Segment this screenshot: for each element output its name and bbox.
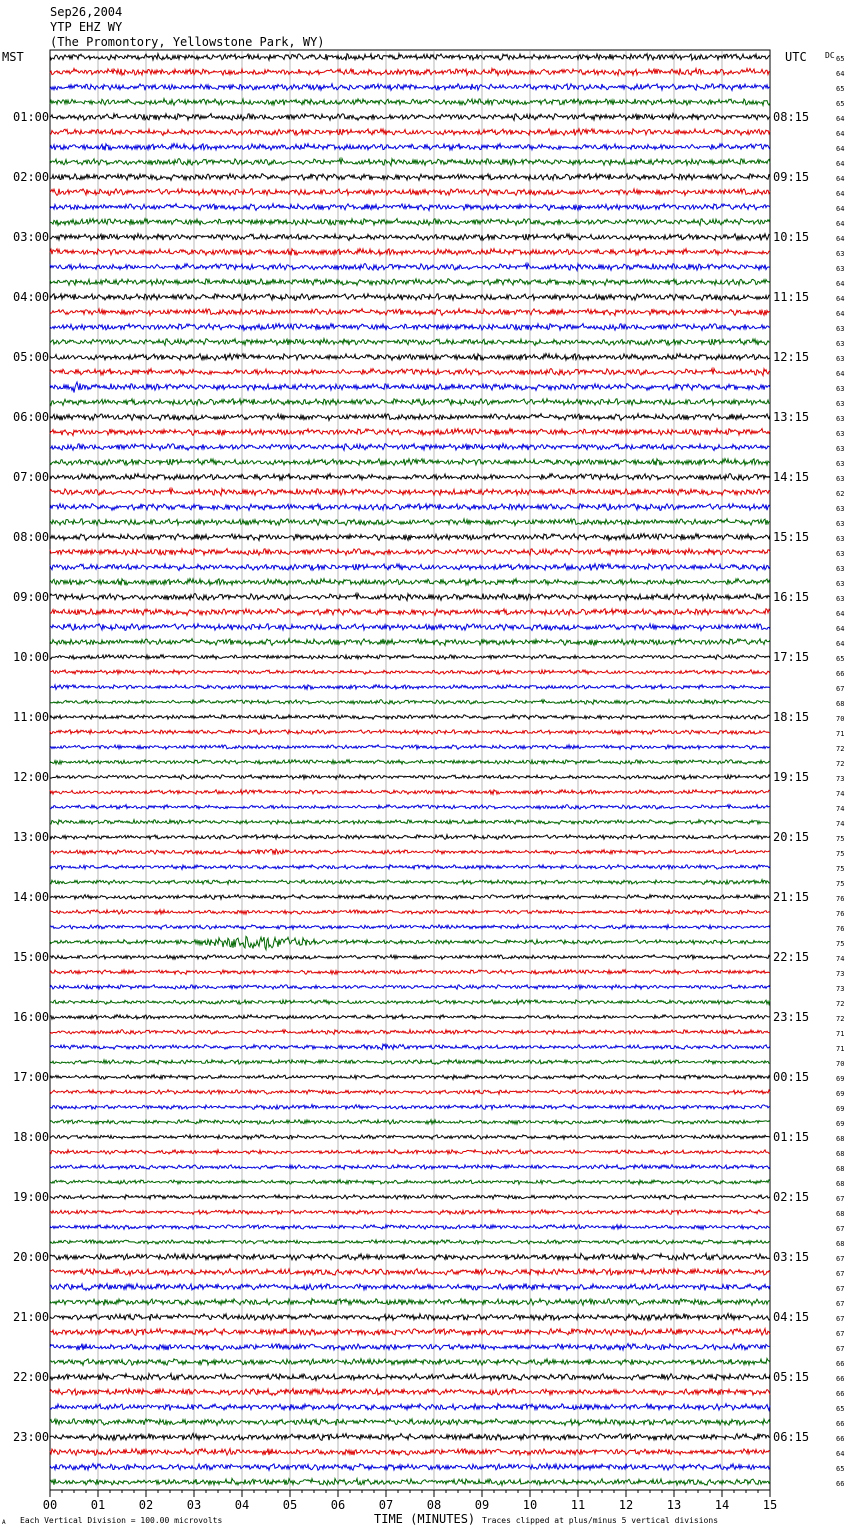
left-hour-label: 12:00	[13, 770, 50, 784]
seismic-trace	[50, 910, 770, 915]
left-hour-label: 03:00	[13, 230, 50, 244]
seismic-trace	[50, 114, 770, 121]
dc-value-label: 68	[836, 1210, 845, 1218]
dc-value-label: 71	[836, 1030, 845, 1038]
seismic-trace	[50, 474, 770, 481]
dc-value-label: 63	[836, 355, 845, 363]
seismic-trace	[50, 1254, 770, 1261]
dc-value-label: 64	[836, 310, 845, 318]
dc-value-label: 68	[836, 1150, 845, 1158]
seismic-trace	[50, 1404, 770, 1411]
dc-value-label: 65	[836, 1465, 845, 1473]
left-hour-label: 16:00	[13, 1010, 50, 1024]
dc-value-label: 64	[836, 235, 845, 243]
dc-value-label: 65	[836, 655, 845, 663]
dc-value-label: 67	[836, 1345, 845, 1353]
right-hour-label: 11:15	[773, 290, 810, 304]
seismic-trace	[50, 1075, 770, 1080]
seismic-trace	[50, 1030, 770, 1035]
seismic-trace	[50, 745, 770, 750]
left-timezone-label: MST	[2, 50, 24, 64]
dc-value-label: 64	[836, 130, 845, 138]
seismic-trace	[50, 1449, 770, 1456]
dc-value-label: 63	[836, 400, 845, 408]
scale-note: Each Vertical Division = 100.00 microvolts	[20, 1516, 223, 1525]
seismic-trace	[50, 489, 770, 496]
seismic-trace	[50, 1000, 770, 1005]
seismic-trace	[50, 1269, 770, 1276]
dc-value-label: 73	[836, 985, 845, 993]
dc-value-label: 63	[836, 340, 845, 348]
seismic-trace	[50, 1479, 770, 1486]
seismic-traces	[50, 54, 770, 1486]
seismic-trace	[50, 429, 770, 436]
seismic-trace	[50, 549, 770, 556]
dc-value-label: 64	[836, 370, 845, 378]
seismic-trace	[50, 339, 770, 346]
x-tick-label: 15	[762, 1498, 778, 1512]
seismic-trace	[50, 144, 770, 151]
dc-value-label: 70	[836, 1060, 845, 1068]
seismic-trace	[50, 1060, 770, 1065]
dc-value-label: 64	[836, 1450, 845, 1458]
time-axis	[43, 1490, 777, 1512]
dc-value-label: 63	[836, 580, 845, 588]
footer-mark: A	[2, 1519, 6, 1526]
dc-value-label: 68	[836, 1180, 845, 1188]
location-label: (The Promontory, Yellowstone Park, WY)	[50, 35, 325, 49]
dc-value-label: 74	[836, 820, 845, 828]
seismic-trace	[50, 1374, 770, 1381]
seismic-trace	[50, 1464, 770, 1471]
dc-value-label: 65	[836, 100, 845, 108]
dc-value-label: 63	[836, 265, 845, 273]
right-hour-label: 20:15	[773, 830, 810, 844]
dc-value-label: 63	[836, 415, 845, 423]
dc-value-label: 69	[836, 1075, 845, 1083]
dc-value-label: 75	[836, 865, 845, 873]
seismic-trace	[50, 775, 770, 780]
left-hour-label: 11:00	[13, 710, 50, 724]
dc-value-label: 72	[836, 745, 845, 753]
left-hour-label: 17:00	[13, 1070, 50, 1084]
right-hour-label: 19:15	[773, 770, 810, 784]
dc-value-label: 64	[836, 175, 845, 183]
right-hour-label: 10:15	[773, 230, 810, 244]
dc-value-label: 74	[836, 805, 845, 813]
dc-value-label: 74	[836, 955, 845, 963]
seismic-trace	[50, 99, 770, 106]
left-hour-label: 23:00	[13, 1430, 50, 1444]
seismic-trace	[50, 444, 770, 451]
seismic-trace	[50, 279, 770, 286]
dc-value-label: 66	[836, 1360, 845, 1368]
dc-value-label: 63	[836, 505, 845, 513]
right-hour-label: 08:15	[773, 110, 810, 124]
dc-value-label: 73	[836, 775, 845, 783]
seismic-trace	[50, 189, 770, 196]
seismic-trace	[50, 970, 770, 975]
dc-value-label: 63	[836, 535, 845, 543]
seismic-trace	[50, 249, 770, 256]
dc-value-label: 75	[836, 940, 845, 948]
left-hour-label: 15:00	[13, 950, 50, 964]
x-tick-label: 08	[426, 1498, 442, 1512]
left-hour-label: 22:00	[13, 1370, 50, 1384]
right-hour-label: 00:15	[773, 1070, 810, 1084]
right-hour-label: 13:15	[773, 410, 810, 424]
right-hour-label: 05:15	[773, 1370, 810, 1384]
seismic-trace	[50, 1120, 770, 1125]
seismic-trace	[50, 609, 770, 616]
dc-value-label: 67	[836, 1285, 845, 1293]
seismic-trace	[50, 369, 770, 376]
seismic-trace	[50, 129, 770, 136]
left-hour-label: 07:00	[13, 470, 50, 484]
dc-value-label: 64	[836, 70, 845, 78]
dc-value-label: 63	[836, 385, 845, 393]
seismic-trace	[50, 685, 770, 690]
right-hour-label: 06:15	[773, 1430, 810, 1444]
seismic-trace	[50, 54, 770, 61]
seismic-trace	[50, 564, 770, 571]
seismic-trace	[50, 594, 770, 601]
dc-value-label: 75	[836, 880, 845, 888]
dc-value-label: 64	[836, 115, 845, 123]
seismic-trace	[50, 820, 770, 825]
seismic-trace	[50, 84, 770, 91]
seismic-trace	[50, 1344, 770, 1351]
dc-value-label: 69	[836, 1120, 845, 1128]
dc-value-label: 63	[836, 445, 845, 453]
x-tick-label: 09	[474, 1498, 490, 1512]
seismic-trace	[50, 1150, 770, 1154]
seismic-trace	[50, 294, 770, 301]
seismic-trace	[50, 459, 770, 466]
dc-value-label: 69	[836, 1105, 845, 1113]
seismic-trace	[50, 204, 770, 211]
seismic-trace	[50, 1225, 770, 1230]
seismic-trace	[50, 519, 770, 526]
seismic-trace	[50, 1195, 770, 1200]
seismic-trace	[50, 715, 770, 719]
dc-value-label: 63	[836, 565, 845, 573]
dc-value-label: 71	[836, 1045, 845, 1053]
left-hour-label: 05:00	[13, 350, 50, 364]
left-hour-label: 06:00	[13, 410, 50, 424]
seismic-trace	[50, 234, 770, 241]
dc-value-label: 67	[836, 1270, 845, 1278]
dc-value-label: 64	[836, 160, 845, 168]
dc-value-label: 64	[836, 610, 845, 618]
seismic-trace	[50, 895, 770, 900]
x-tick-label: 14	[714, 1498, 730, 1512]
seismic-trace	[50, 760, 770, 765]
dc-value-label: 69	[836, 1090, 845, 1098]
x-axis-title: TIME (MINUTES)	[374, 1512, 476, 1526]
right-hour-label: 15:15	[773, 530, 810, 544]
seismic-trace	[50, 1329, 770, 1336]
dc-value-label: 63	[836, 325, 845, 333]
dc-value-label: 63	[836, 430, 845, 438]
dc-value-label: 76	[836, 910, 845, 918]
seismic-trace	[50, 1419, 770, 1426]
x-tick-label: 03	[186, 1498, 202, 1512]
left-hour-label: 13:00	[13, 830, 50, 844]
dc-value-label: 72	[836, 760, 845, 768]
dc-value-label: 68	[836, 1165, 845, 1173]
seismic-trace	[50, 865, 770, 870]
seismic-trace	[50, 69, 770, 76]
right-hour-label: 03:15	[773, 1250, 810, 1264]
dc-value-label: 63	[836, 595, 845, 603]
seismic-trace	[50, 399, 770, 406]
dc-value-label: 62	[836, 490, 845, 498]
seismic-trace	[50, 730, 770, 735]
seismic-trace	[50, 1299, 770, 1306]
seismic-trace	[50, 579, 770, 586]
x-tick-label: 07	[378, 1498, 394, 1512]
dc-value-label: 63	[836, 520, 845, 528]
left-hour-label: 21:00	[13, 1310, 50, 1324]
seismic-trace	[50, 790, 770, 795]
seismic-trace	[50, 1434, 770, 1441]
seismic-trace	[50, 1044, 770, 1050]
dc-value-label: 66	[836, 1420, 845, 1428]
right-hour-label: 12:15	[773, 350, 810, 364]
dc-value-label: 67	[836, 685, 845, 693]
left-hour-label: 08:00	[13, 530, 50, 544]
seismic-trace	[50, 849, 770, 855]
seismic-trace	[50, 534, 770, 541]
dc-offset-labels	[836, 55, 844, 1488]
dc-value-label: 68	[836, 1135, 845, 1143]
seismic-trace	[50, 639, 770, 646]
seismic-trace	[50, 805, 770, 810]
right-hour-label: 21:15	[773, 890, 810, 904]
dc-value-label: 68	[836, 1240, 845, 1248]
dc-value-label: 66	[836, 1480, 845, 1488]
station-label: YTP EHZ WY	[50, 20, 123, 34]
date-label: Sep26,2004	[50, 5, 123, 19]
seismic-trace	[50, 309, 770, 316]
x-tick-label: 06	[330, 1498, 346, 1512]
dc-value-label: 67	[836, 1195, 845, 1203]
right-hour-label: 17:15	[773, 650, 810, 664]
seismic-trace	[50, 1015, 770, 1019]
dc-value-label: 66	[836, 1375, 845, 1383]
left-hour-label: 19:00	[13, 1190, 50, 1204]
dc-value-label: 67	[836, 1330, 845, 1338]
left-hour-label: 04:00	[13, 290, 50, 304]
seismic-trace	[50, 670, 770, 675]
dc-value-label: 64	[836, 205, 845, 213]
x-tick-label: 10	[522, 1498, 538, 1512]
dc-value-label: 76	[836, 895, 845, 903]
dc-value-label: 73	[836, 970, 845, 978]
seismic-trace	[50, 324, 770, 331]
dc-value-label: 67	[836, 1300, 845, 1308]
seismic-trace	[50, 1180, 770, 1185]
dc-value-label: 63	[836, 550, 845, 558]
right-timezone-label: UTC	[785, 50, 807, 64]
dc-value-label: 70	[836, 715, 845, 723]
dc-value-label: 65	[836, 1405, 845, 1413]
dc-value-label: 72	[836, 1015, 845, 1023]
dc-value-label: 68	[836, 700, 845, 708]
seismic-trace	[50, 1165, 770, 1170]
x-tick-label: 11	[570, 1498, 586, 1512]
seismic-trace	[50, 1359, 770, 1366]
dc-value-label: 75	[836, 850, 845, 858]
left-hour-label: 02:00	[13, 170, 50, 184]
dc-value-label: 72	[836, 1000, 845, 1008]
x-tick-label: 05	[282, 1498, 298, 1512]
right-hour-label: 22:15	[773, 950, 810, 964]
seismic-trace	[50, 955, 770, 960]
dc-value-label: 66	[836, 670, 845, 678]
seismic-trace	[50, 382, 770, 392]
x-tick-label: 02	[138, 1498, 154, 1512]
right-hour-label: 18:15	[773, 710, 810, 724]
dc-value-label: 64	[836, 145, 845, 153]
seismic-trace	[50, 354, 770, 361]
x-tick-label: 04	[234, 1498, 250, 1512]
seismic-trace	[50, 159, 770, 166]
seismic-trace	[50, 1105, 770, 1110]
seismic-trace	[50, 1090, 770, 1095]
seismic-trace	[50, 1135, 770, 1139]
seismic-trace	[50, 1284, 770, 1291]
dc-value-label: 66	[836, 1390, 845, 1398]
dc-value-label: 75	[836, 835, 845, 843]
left-hour-label: 09:00	[13, 590, 50, 604]
left-hour-label: 10:00	[13, 650, 50, 664]
seismic-trace	[50, 1314, 770, 1321]
dc-header-label: DC	[825, 51, 835, 60]
seismic-trace	[50, 880, 770, 885]
x-tick-label: 12	[618, 1498, 634, 1512]
dc-value-label: 63	[836, 475, 845, 483]
seismic-trace	[50, 655, 770, 660]
dc-value-label: 63	[836, 250, 845, 258]
left-hour-label: 14:00	[13, 890, 50, 904]
x-tick-label: 13	[666, 1498, 682, 1512]
seismic-trace	[50, 1210, 770, 1215]
right-hour-label: 16:15	[773, 590, 810, 604]
dc-value-label: 64	[836, 220, 845, 228]
dc-value-label: 65	[836, 55, 845, 63]
dc-value-label: 65	[836, 85, 845, 93]
left-hour-label: 18:00	[13, 1130, 50, 1144]
right-hour-label: 09:15	[773, 170, 810, 184]
seismic-trace	[50, 219, 770, 226]
right-hour-label: 04:15	[773, 1310, 810, 1324]
dc-value-label: 66	[836, 1435, 845, 1443]
left-hour-label: 20:00	[13, 1250, 50, 1264]
dc-value-label: 63	[836, 460, 845, 468]
dc-value-label: 67	[836, 1255, 845, 1263]
seismic-trace	[50, 174, 770, 181]
dc-value-label: 67	[836, 1315, 845, 1323]
dc-value-label: 64	[836, 295, 845, 303]
seismic-trace	[50, 985, 770, 989]
seismic-trace	[50, 936, 770, 949]
dc-value-label: 64	[836, 190, 845, 198]
x-tick-label: 01	[90, 1498, 106, 1512]
dc-value-label: 67	[836, 1225, 845, 1233]
right-hour-label: 01:15	[773, 1130, 810, 1144]
seismic-trace	[50, 504, 770, 511]
clip-note: Traces clipped at plus/minus 5 vertical divisions	[482, 1516, 719, 1525]
dc-value-label: 76	[836, 925, 845, 933]
x-tick-label: 00	[42, 1498, 58, 1512]
dc-value-label: 64	[836, 625, 845, 633]
seismic-trace	[50, 925, 770, 929]
dc-value-label: 64	[836, 640, 845, 648]
seismic-trace	[50, 414, 770, 421]
seismic-trace	[50, 264, 770, 271]
seismic-trace	[50, 835, 770, 840]
left-hour-label: 01:00	[13, 110, 50, 124]
right-hour-label: 23:15	[773, 1010, 810, 1024]
right-hour-label: 02:15	[773, 1190, 810, 1204]
seismic-trace	[50, 1389, 770, 1396]
dc-value-label: 64	[836, 280, 845, 288]
seismic-trace	[50, 700, 770, 705]
dc-value-label: 71	[836, 730, 845, 738]
seismic-trace	[50, 1240, 770, 1244]
dc-value-label: 74	[836, 790, 845, 798]
right-hour-label: 14:15	[773, 470, 810, 484]
seismic-trace	[50, 624, 770, 631]
